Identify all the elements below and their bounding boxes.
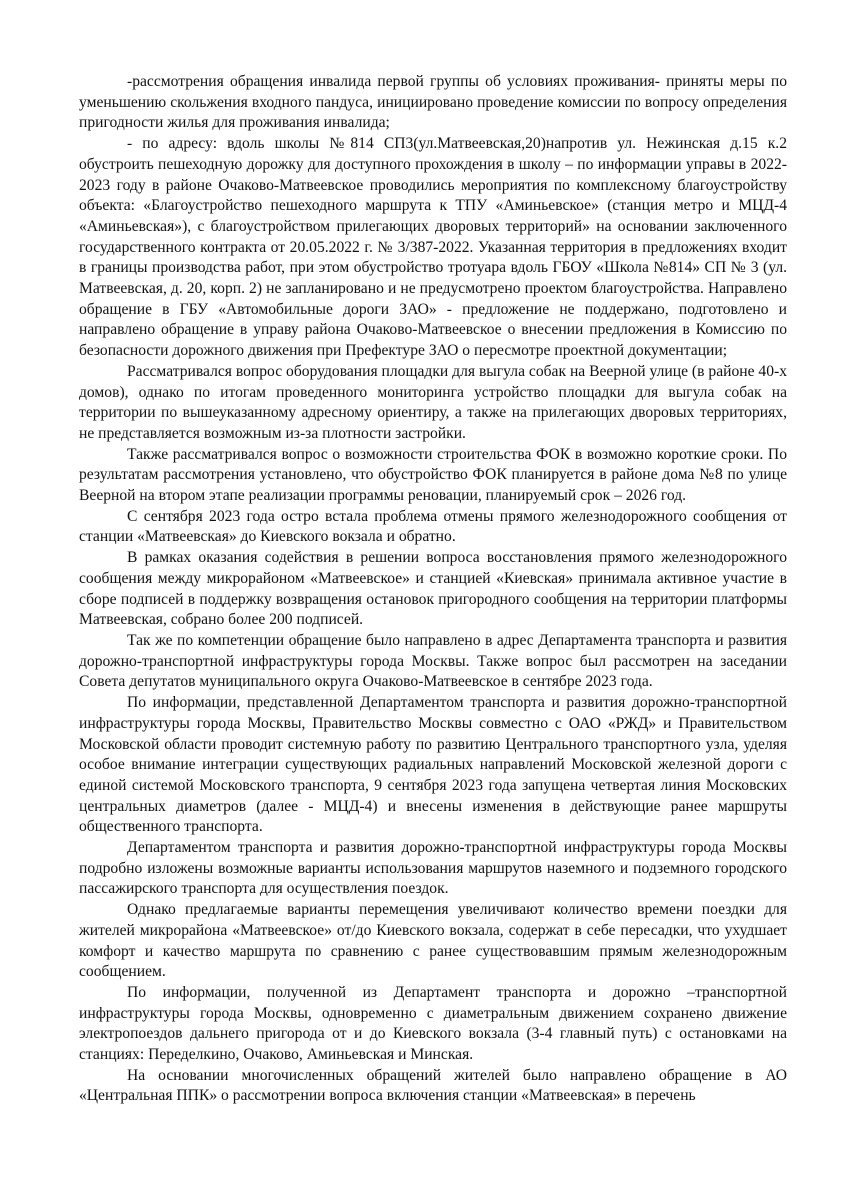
paragraph: Так же по компетенции обращение было направлено в адрес Департамента транспорта и развития дорожно-транспортной инфраструктуры города Москвы. Также вопрос был рассмотрен на заседании Совета депутатов муниципального округа Очаково-Матвеевское в сентябре 2023 года.: [79, 631, 787, 691]
paragraph: С сентября 2023 года остро встала проблема отмены прямого железнодорожного сообщения от станции «Матвеевская» до Киевского вокзала и обратно.: [79, 507, 787, 546]
document-body: [79, 72, 787, 1107]
paragraph: В рамках оказания содействия в решении вопроса восстановления прямого железнодорожного сообщения между микрорайоном «Матвеевское» и станцией «Киевская» принимала активное участие в сборе подписей в поддержку возвращения остановок пригородного сообщения на территории платформы Матвеевская, собрано более 200 подписей.: [79, 549, 787, 629]
paragraph: Департаментом транспорта и развития дорожно-транспортной инфраструктуры города Москвы подробно изложены возможные варианты использования маршрутов наземного и подземного городского пассажирского транспорта для осуществления поездок.: [79, 839, 787, 898]
paragraph: По информации, представленной Департаментом транспорта и развития дорожно-транспортной инфраструктуры города Москвы, Правительство Москвы совместно с ОАО «РЖД» и Правительством Московской области проводит системную работу по развитию Центрального транспортного узла, уделяя особое внимание интеграции существующих радиальных направлений Московской железной дороги с единой системой Московского транспорта, 9 сентября 2023 года запущена четвертая линия Московских центральных диаметров (далее - МЦД-4) и внесены изменения в действующие ранее маршруты общественного транспорта.: [79, 694, 787, 836]
paragraph: -рассмотрения обращения инвалида первой группы об условиях проживания- приняты меры по уменьшению скольжения входного пандуса, инициировано проведение комиссии по вопросу определения пригодности жилья для проживания инвалида;: [79, 73, 787, 132]
paragraph: Рассматривался вопрос оборудования площадки для выгула собак на Веерной улице (в районе 40-х домов), однако по итогам проведенного мониторинга устройство площадки для выгула собак на территории по вышеуказанному адресному ориентиру, а также на прилегающих дворовых территориях, не представляется возможным из-за плотности застройки.: [79, 362, 787, 442]
paragraph: Также рассматривался вопрос о возможности строительства ФОК в возможно короткие сроки. По результатам рассмотрения установлено, что обустройство ФОК планируется в районе дома №8 по улице Веерной на втором этапе реализации программы реновации, планируемый срок – 2026 год.: [79, 445, 787, 505]
paragraph: По информации, полученной из Департамент транспорта и дорожно –транспортной инфраструктуры города Москвы, одновременно с диаметральным движением сохранено движение электропоездов дальнего пригорода от и до Киевского вокзала (3-4 главный путь) с остановками на станциях: Переделкино, Очаково, Аминьевская и Минская.: [79, 983, 787, 1064]
paragraph: Однако предлагаемые варианты перемещения увеличивают количество времени поездки для жителей микрорайона «Матвеевское» от/до Киевского вокзала, содержат в себе пересадки, что ухудшает комфорт и качество маршрута по сравнению с ранее существовавшим прямым железнодорожным сообщением.: [79, 901, 787, 981]
paragraph: На основании многочисленных обращений жителей было направлено обращение в АО «Центральная ППК» о рассмотрении вопроса включения станции «Матвеевская» в перечень: [79, 1066, 787, 1105]
paragraph: - по адресу: вдоль школы №814 СП3(ул.Матвеевская,20)напротив ул. Нежинская д.15 к.2 обустроить пешеходную дорожку для доступного прохождения в школу – по информации управы в 2022-2023 году в районе Очаково-Матвеевское проводились мероприятия по комплексному благоустройству объекта: «Благоустройство пешеходного маршрута к ТПУ «Аминьевское» (станция метро и МЦД-4 «Аминьевская»), с благоустройством прилегающих дворовых территорий» на основании заключенного государственного контракта от 20.05.2022 г. № 3/387-2022. Указанная территория в предложениях входит в границы производства работ, при этом обустройство тротуара вдоль ГБОУ «Школа №814» СП № 3 (ул. Матвеевская, д. 20, корп. 2) не запланировано и не предусмотрено проектом благоустройства. Направлено обращение в ГБУ «Автомобильные дороги ЗАО» - предложение не поддержано, подготовлено и направлено обращение в управу района Очаково-Матвеевское о внесении предложения в Комиссию по безопасности дорожного движения при Префектуре ЗАО о пересмотре проектной документации;: [79, 135, 787, 360]
